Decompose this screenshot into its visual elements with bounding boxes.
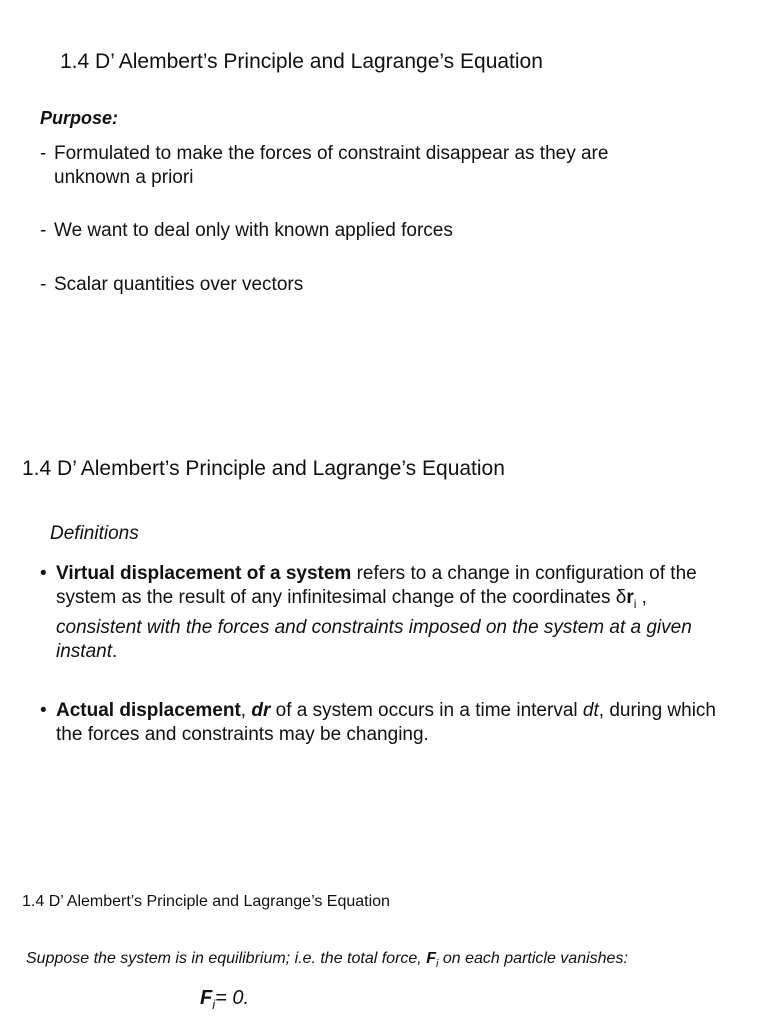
definitions-label: Definitions <box>50 523 139 544</box>
dash-marker: - <box>40 143 47 164</box>
list-item <box>40 273 720 297</box>
subscript-i: i <box>633 596 637 611</box>
comma: , <box>636 587 647 608</box>
r-symbol: r <box>626 587 634 608</box>
definition-body: , during which the forces and constraints may be changing. <box>56 700 716 745</box>
slide-2-title: 1.4 D’ Alembert’s Principle and Lagrange’s Equation <box>22 457 505 480</box>
subscript-i: i <box>212 997 216 1012</box>
list-item-text <box>40 142 720 190</box>
dt-symbol: dt <box>582 700 599 721</box>
equation <box>200 987 249 1012</box>
equilibrium-statement <box>26 950 628 970</box>
equation-rest: = 0. <box>215 987 250 1009</box>
force-symbol: F <box>426 950 436 967</box>
definition-italic: consistent with the forces and constraints imposed on the system at a given instant <box>56 616 692 662</box>
definition-item <box>40 699 730 747</box>
list-item-text: Scalar quantities over vectors <box>54 274 304 295</box>
bullet-marker: • <box>40 700 47 721</box>
definition-text <box>40 562 730 664</box>
dash-marker: - <box>40 220 47 241</box>
definition-body: of a system occurs in a time interval <box>270 700 583 721</box>
slide-3-title: 1.4 D’ Alembert’s Principle and Lagrange’s Equation <box>22 893 390 910</box>
list-item-line: Formulated to make the forces of constraint disappear as they are <box>54 143 609 164</box>
list-item-text: We want to deal only with known applied forces <box>54 220 453 241</box>
statement-text: Suppose the system is in equilibrium; i.e. the total force, <box>26 950 427 967</box>
force-symbol: F <box>200 987 213 1009</box>
dr-symbol: dr <box>251 700 271 721</box>
statement-text: on each particle vanishes: <box>438 950 628 967</box>
list-item-line: unknown a priori <box>54 167 194 188</box>
definition-term: Actual displacement <box>56 700 241 721</box>
period: . <box>111 640 118 662</box>
dash-marker: - <box>40 274 47 295</box>
definition-term: Virtual displacement of a system <box>56 563 352 584</box>
list-item <box>40 142 720 190</box>
purpose-label: Purpose: <box>40 108 119 128</box>
definition-item <box>40 562 730 664</box>
subscript-i: i <box>435 958 439 971</box>
list-item <box>40 219 720 243</box>
slide-1-title: 1.4 D’ Alembert’s Principle and Lagrange’s Equation <box>60 50 543 73</box>
definition-text <box>40 699 730 747</box>
definition-body: refers to a change in configuration of the system as the result of any infinitesimal change of the coordinates <box>56 563 697 608</box>
bullet-marker: • <box>40 563 47 584</box>
delta-symbol: δ <box>615 587 627 608</box>
separator: , <box>240 700 252 721</box>
